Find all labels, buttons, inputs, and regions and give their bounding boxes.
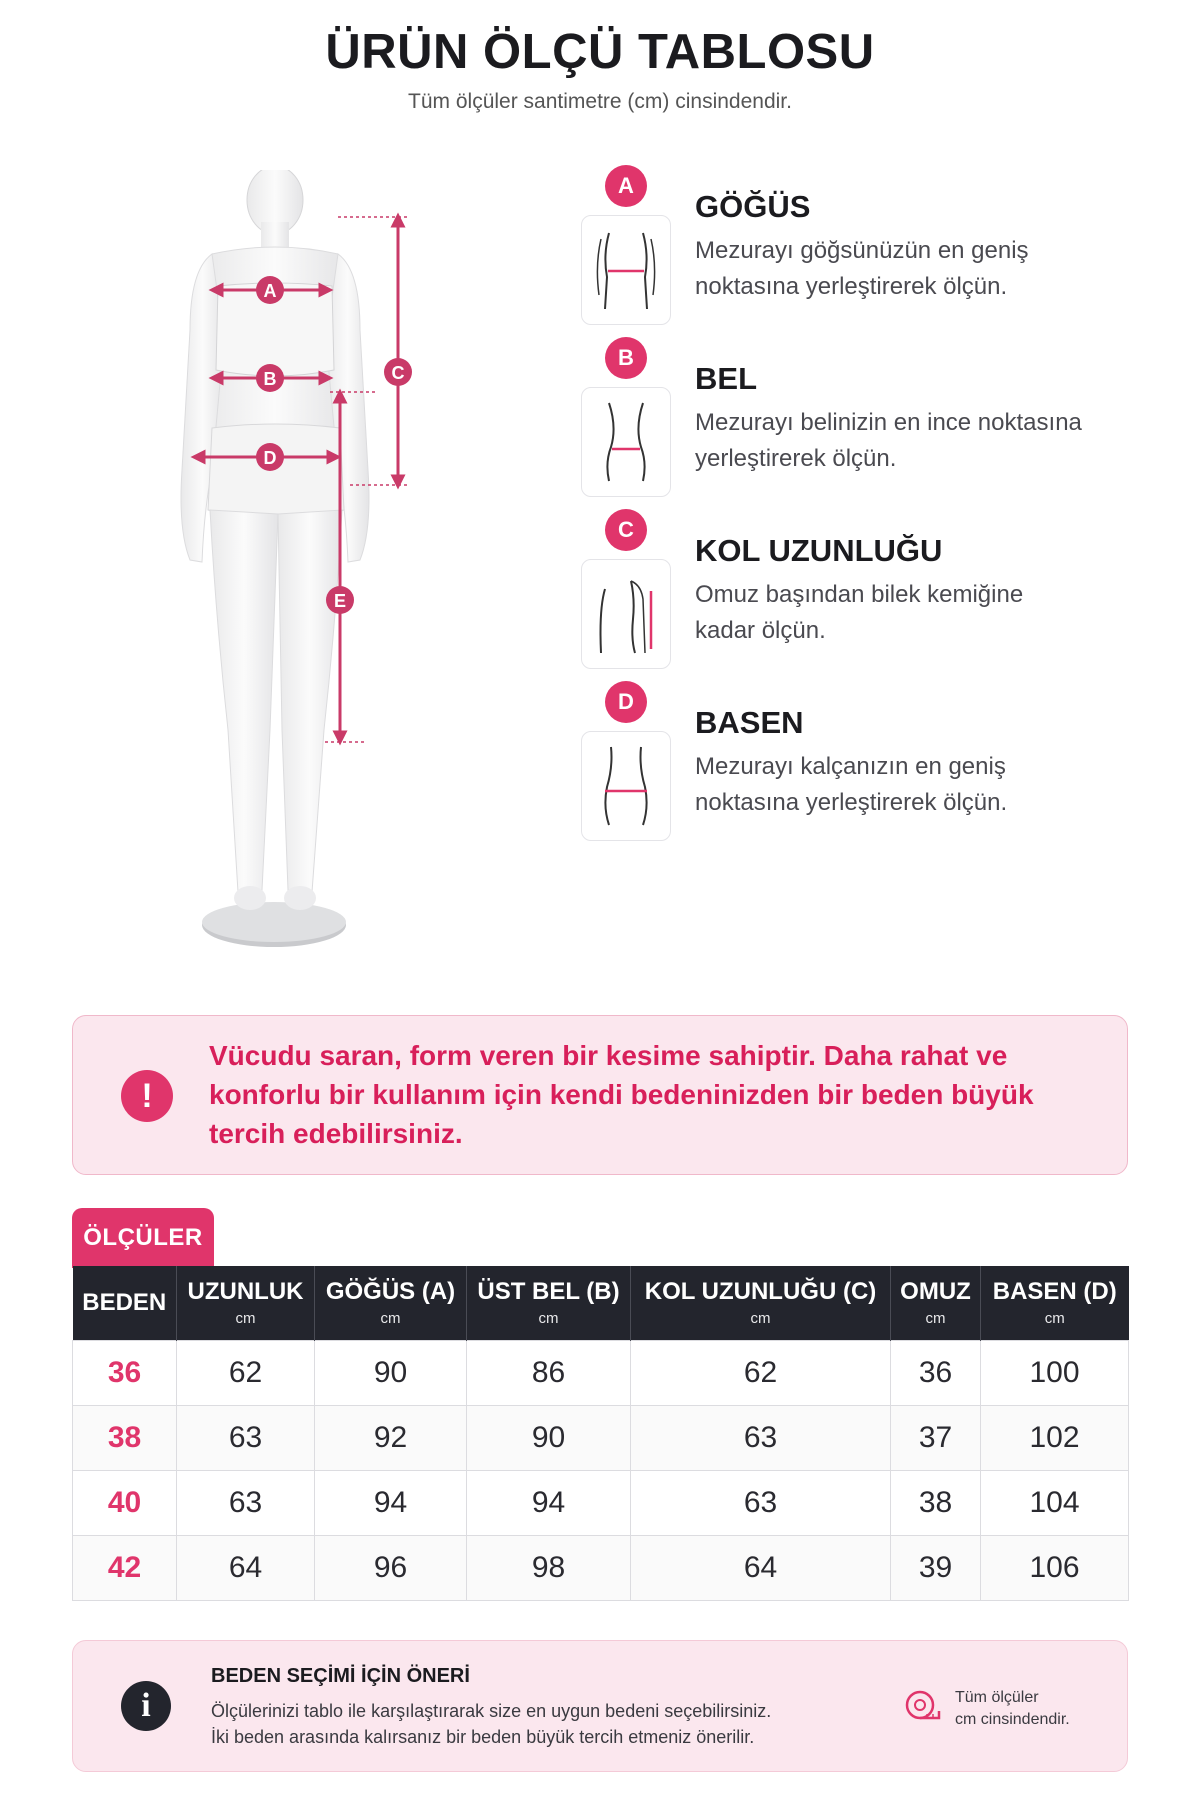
size-tip-box [72, 1640, 1128, 1772]
table-cell: 64 [631, 1535, 891, 1600]
table-cell: 96 [315, 1535, 467, 1600]
size-cell: 40 [73, 1470, 177, 1535]
waist-measure-icon [581, 387, 671, 497]
table-cell: 92 [315, 1405, 467, 1470]
measure-badge: A [605, 165, 647, 207]
table-header: BEDEN [73, 1266, 177, 1340]
label-d [256, 443, 284, 471]
table-header: GÖĞÜS (A) cm [315, 1266, 467, 1340]
svg-text:E: E [333, 591, 347, 611]
measurements-tab: ÖLÇÜLER [72, 1208, 214, 1268]
table-row [73, 1470, 1129, 1535]
table-row [73, 1405, 1129, 1470]
size-cell: 36 [73, 1340, 177, 1405]
label-a [256, 276, 284, 304]
measurement-guide [575, 165, 1135, 851]
table-cell: 39 [891, 1535, 981, 1600]
hip-measure-icon [581, 731, 671, 841]
measure-badge: D [605, 681, 647, 723]
fit-warning-box [72, 1015, 1128, 1175]
info-icon: i [121, 1681, 171, 1731]
fit-warning-text: Vücudu saran, form veren bir kesime sahiptir. Daha rahat ve konforlu bir kullanım için kendi bedeninizden bir beden büyük tercih edebilirsiniz. [209, 1040, 1034, 1149]
table-cell: 63 [177, 1405, 315, 1470]
table-header: OMUZ cm [891, 1266, 981, 1340]
label-c [384, 358, 412, 386]
measure-desc: Mezurayı göğsünüzün en geniş noktasına yerleştirerek ölçün. [695, 237, 1029, 300]
table-header: UZUNLUK cm [177, 1266, 315, 1340]
measure-title: KOL UZUNLUĞU [695, 533, 943, 568]
measure-item-waist [575, 337, 1135, 509]
table-cell: 94 [315, 1470, 467, 1535]
table-cell: 38 [891, 1470, 981, 1535]
svg-text:A: A [263, 281, 277, 301]
tip-title: BEDEN SEÇİMİ İÇİN ÖNERİ [211, 1665, 470, 1687]
table-header: BASEN (D) cm [981, 1266, 1129, 1340]
table-cell: 63 [631, 1470, 891, 1535]
table-cell: 90 [315, 1340, 467, 1405]
tip-note: Tüm ölçüler cm cinsindendir. [955, 1689, 1070, 1728]
table-header: ÜST BEL (B) cm [467, 1266, 631, 1340]
measure-item-arm-length [575, 509, 1135, 681]
size-table [72, 1266, 1129, 1601]
measure-title: GÖĞÜS [695, 189, 811, 224]
table-cell: 86 [467, 1340, 631, 1405]
table-cell: 102 [981, 1405, 1129, 1470]
page-title: ÜRÜN ÖLÇÜ TABLOSU [325, 25, 875, 79]
size-cell: 38 [73, 1405, 177, 1470]
measure-badge: B [605, 337, 647, 379]
measure-badge: C [605, 509, 647, 551]
table-header-row [73, 1266, 1129, 1340]
measure-desc: Mezurayı belinizin en ince noktasına yerleştirerek ölçün. [695, 409, 1082, 472]
table-cell: 64 [177, 1535, 315, 1600]
table-cell: 62 [177, 1340, 315, 1405]
svg-text:C: C [391, 363, 405, 383]
size-cell: 42 [73, 1535, 177, 1600]
measure-desc: Mezurayı kalçanızın en geniş noktasına yerleştirerek ölçün. [695, 753, 1008, 816]
tape-measure-icon [903, 1685, 943, 1725]
tip-line: Ölçülerinizi tablo ile karşılaştırarak size en uygun bedeni seçebilirsiniz. [211, 1701, 772, 1721]
mannequin-figure [120, 170, 500, 970]
table-cell: 36 [891, 1340, 981, 1405]
table-cell: 98 [467, 1535, 631, 1600]
svg-text:D: D [263, 448, 277, 468]
measure-desc: Omuz başından bilek kemiğine kadar ölçün. [695, 581, 1024, 644]
table-cell: 63 [177, 1470, 315, 1535]
table-cell: 94 [467, 1470, 631, 1535]
table-cell: 104 [981, 1470, 1129, 1535]
table-cell: 100 [981, 1340, 1129, 1405]
measure-item-hip [575, 681, 1135, 851]
table-cell: 62 [631, 1340, 891, 1405]
table-row [73, 1340, 1129, 1405]
measure-title: BASEN [695, 705, 804, 740]
label-b [256, 364, 284, 392]
svg-text:B: B [263, 369, 277, 389]
table-cell: 37 [891, 1405, 981, 1470]
arm-length-measure-icon [581, 559, 671, 669]
table-cell: 63 [631, 1405, 891, 1470]
table-header: KOL UZUNLUĞU (C) cm [631, 1266, 891, 1340]
page-subtitle: Tüm ölçüler santimetre (cm) cinsindendir. [408, 90, 792, 113]
measure-title: BEL [695, 361, 757, 396]
label-e [326, 586, 354, 614]
tip-line: İki beden arasında kalırsanız bir beden büyük tercih etmeniz önerilir. [211, 1727, 755, 1747]
chest-measure-icon [581, 215, 671, 325]
table-cell: 90 [467, 1405, 631, 1470]
table-cell: 106 [981, 1535, 1129, 1600]
exclamation-icon: ! [121, 1070, 173, 1122]
measure-item-chest [575, 165, 1135, 337]
table-row [73, 1535, 1129, 1600]
